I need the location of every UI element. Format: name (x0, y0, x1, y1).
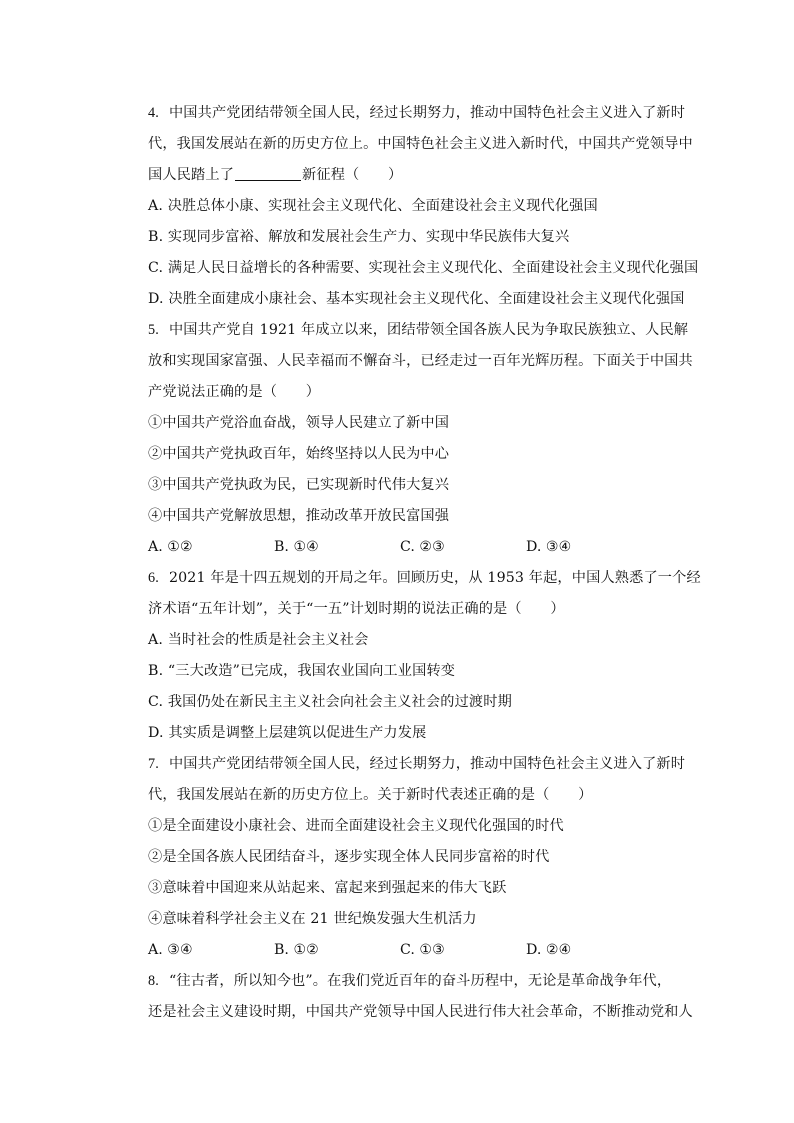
q5-choice-a: A. ①② (148, 539, 193, 555)
q4-answer-blank (235, 164, 301, 181)
q6-option-a: A. 当时社会的性质是社会主义社会 (148, 632, 369, 648)
q6-line-1 (148, 563, 701, 594)
q6-option-c: C. 我国仍处在新民主主义社会向社会主义社会的过渡时期 (148, 694, 512, 710)
q7-choice-d: D. ②④ (526, 942, 572, 958)
q4-stem-1: 中国共产党团结带领全国人民，经过长期努力，推动中国特色社会主义进入了新时 (168, 105, 686, 121)
q5-stem-1: 中国共产党自 1921 年成立以来，团结带领全国各族人民为争取民族独立、人民解 (168, 322, 689, 338)
question-content (148, 98, 701, 1028)
q5-statement-3: ③中国共产党执政为民，已实现新时代伟大复兴 (148, 477, 450, 493)
q8-stem-1: “往古者，所以知今也”。在我们党近百年的奋斗历程中，无论是革命战争年代， (168, 973, 672, 989)
q5-line-3: 产党说法正确的是（ ） (148, 384, 321, 400)
q8-line-2: 还是社会主义建设时期，中国共产党领导中国人民进行伟大社会革命，不断推动党和人 (148, 1004, 693, 1020)
q4-line-3 (148, 160, 678, 191)
q5-choice-b: B. ①④ (274, 539, 319, 555)
q4-option-b: B. 实现同步富裕、解放和发展社会生产力、实现中华民族伟大复兴 (148, 229, 570, 245)
q5-statement-4: ④中国共产党解放思想，推动改革开放民富国强 (148, 508, 450, 524)
q7-choice-c: C. ①③ (400, 942, 445, 958)
q5-statement-2: ②中国共产党执政百年，始终坚持以人民为中心 (148, 446, 450, 462)
q4-number: 4. (148, 105, 159, 121)
q6-option-b: B. “三大改造”已完成，我国农业国向工业国转变 (148, 663, 456, 679)
q8-number: 8. (148, 973, 159, 989)
q5-number: 5. (148, 322, 159, 338)
q4-option-a: A. 决胜总体小康、实现社会主义现代化、全面建设社会主义现代化强国 (148, 198, 598, 214)
q7-choice-b: B. ①② (274, 942, 319, 958)
q7-statement-4: ④意味着科学社会主义在 21 世纪焕发强大生机活力 (148, 911, 477, 927)
q4-stem-3b: 新征程（ ） (302, 167, 403, 183)
q5-choice-c: C. ②③ (400, 539, 445, 555)
q6-option-d: D. 其实质是调整上层建筑以促进生产力发展 (148, 725, 427, 741)
q5-line-1 (148, 315, 689, 346)
q7-line-2: 代，我国发展站在新的历史方位上。关于新时代表述正确的是（ ） (148, 787, 593, 803)
q4-line-1 (148, 98, 686, 129)
q5-choice-d: D. ③④ (526, 539, 572, 555)
q4-option-c: C. 满足人民日益增长的各种需要、实现社会主义现代化、全面建设社会主义现代化强国 (148, 260, 699, 276)
q4-stem-3a: 国人民踏上了 (148, 167, 235, 183)
q6-line-2: 济术语“五年计划”，关于“一五”计划时期的说法正确的是（ ） (148, 601, 565, 617)
q7-choices (148, 935, 678, 966)
q7-line-1 (148, 749, 686, 780)
q4-line-2: 代，我国发展站在新的历史方位上。中国特色社会主义进入新时代，中国共产党领导中 (148, 136, 693, 152)
q5-line-2: 放和实现国家富强、人民幸福而不懈奋斗，已经走过一百年光辉历程。下面关于中国共 (148, 353, 693, 369)
q6-stem-1: 2021 年是十四五规划的开局之年。回顾历史，从 1953 年起，中国人熟悉了一个经 (168, 570, 701, 586)
q7-statement-3: ③意味着中国迎来从站起来、富起来到强起来的伟大飞跃 (148, 880, 507, 896)
q6-number: 6. (148, 570, 159, 586)
q7-choice-a: A. ③④ (148, 942, 193, 958)
q7-number: 7. (148, 756, 159, 772)
q8-line-1 (148, 966, 678, 997)
q7-statement-2: ②是全国各族人民团结奋斗，逐步实现全体人民同步富裕的时代 (148, 849, 550, 865)
q5-statement-1: ①中国共产党浴血奋战，领导人民建立了新中国 (148, 415, 450, 431)
q4-option-d: D. 决胜全面建成小康社会、基本实现社会主义现代化、全面建设社会主义现代化强国 (148, 291, 685, 307)
q5-choices (148, 532, 678, 563)
q7-stem-1: 中国共产党团结带领全国人民，经过长期努力，推动中国特色社会主义进入了新时 (168, 756, 686, 772)
q7-statement-1: ①是全面建设小康社会、进而全面建设社会主义现代化强国的时代 (148, 818, 564, 834)
